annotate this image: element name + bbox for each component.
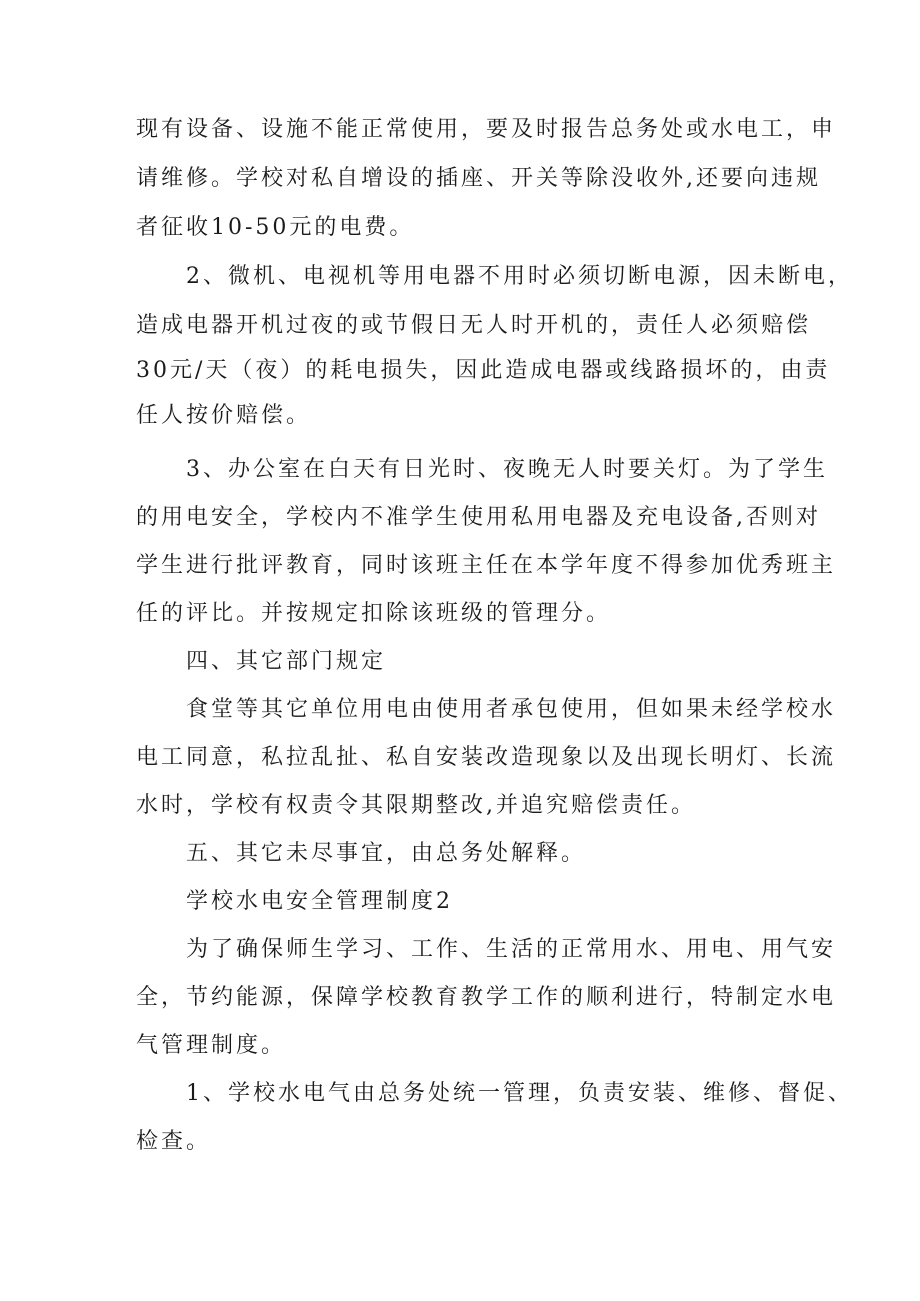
section-heading-other-departments: 四、其它部门规定 xyxy=(186,649,387,674)
text-line-1: 现有设备、设施不能正常使用，要及时报告总务处或水电工，申 xyxy=(136,117,837,142)
text-line-5: 造成电器开机过夜的或节假日无人时开机的，责任人必须赔偿 xyxy=(136,313,812,338)
text-line-9: 的用电安全，学校内不准学生使用私用电器及充电设备,否则对 xyxy=(136,505,821,530)
text-line-15: 水时，学校有权责令其限期整改,并追究赔偿责任。 xyxy=(136,793,696,818)
text-line-16: 五、其它未尽事宜，由总务处解释。 xyxy=(186,841,587,866)
text-line-14: 电工同意，私拉乱扯、私自安装改造现象以及出现长明灯、长流 xyxy=(136,745,837,770)
text-line-3: 者征收10-50元的电费。 xyxy=(136,215,415,240)
text-line-19: 全，节约能源，保障学校教育教学工作的顺利进行，特制定水电 xyxy=(136,985,837,1010)
text-line-7: 任人按价赔偿。 xyxy=(136,403,312,428)
text-line-13: 食堂等其它单位用电由使用者承包使用，但如果未经学校水 xyxy=(186,697,837,722)
section-heading-regulation-2: 学校水电安全管理制度2 xyxy=(186,889,453,914)
text-line-11: 任的评比。并按规定扣除该班级的管理分。 xyxy=(136,601,612,626)
text-line-6: 30元/天（夜）的耗电损失，因此造成电器或线路损坏的，由责 xyxy=(136,358,831,383)
text-line-18: 为了确保师生学习、工作、生活的正常用水、用电、用气安 xyxy=(186,937,837,962)
text-line-2: 请维修。学校对私自增设的插座、开关等除没收外,还要向违规 xyxy=(136,166,821,191)
text-line-10: 学生进行批评教育，同时该班主任在本学年度不得参加优秀班主 xyxy=(136,553,837,578)
text-line-8: 3、办公室在白天有日光时、夜晚无人时要关灯。为了学生 xyxy=(186,457,828,482)
text-line-21: 1、学校水电气由总务处统一管理，负责安装、维修、督促、 xyxy=(186,1081,853,1106)
text-line-20: 气管理制度。 xyxy=(136,1033,287,1058)
text-line-22: 检查。 xyxy=(136,1129,212,1154)
text-line-4: 2、微机、电视机等用电器不用时必须切断电源，因未断电， xyxy=(186,264,853,289)
